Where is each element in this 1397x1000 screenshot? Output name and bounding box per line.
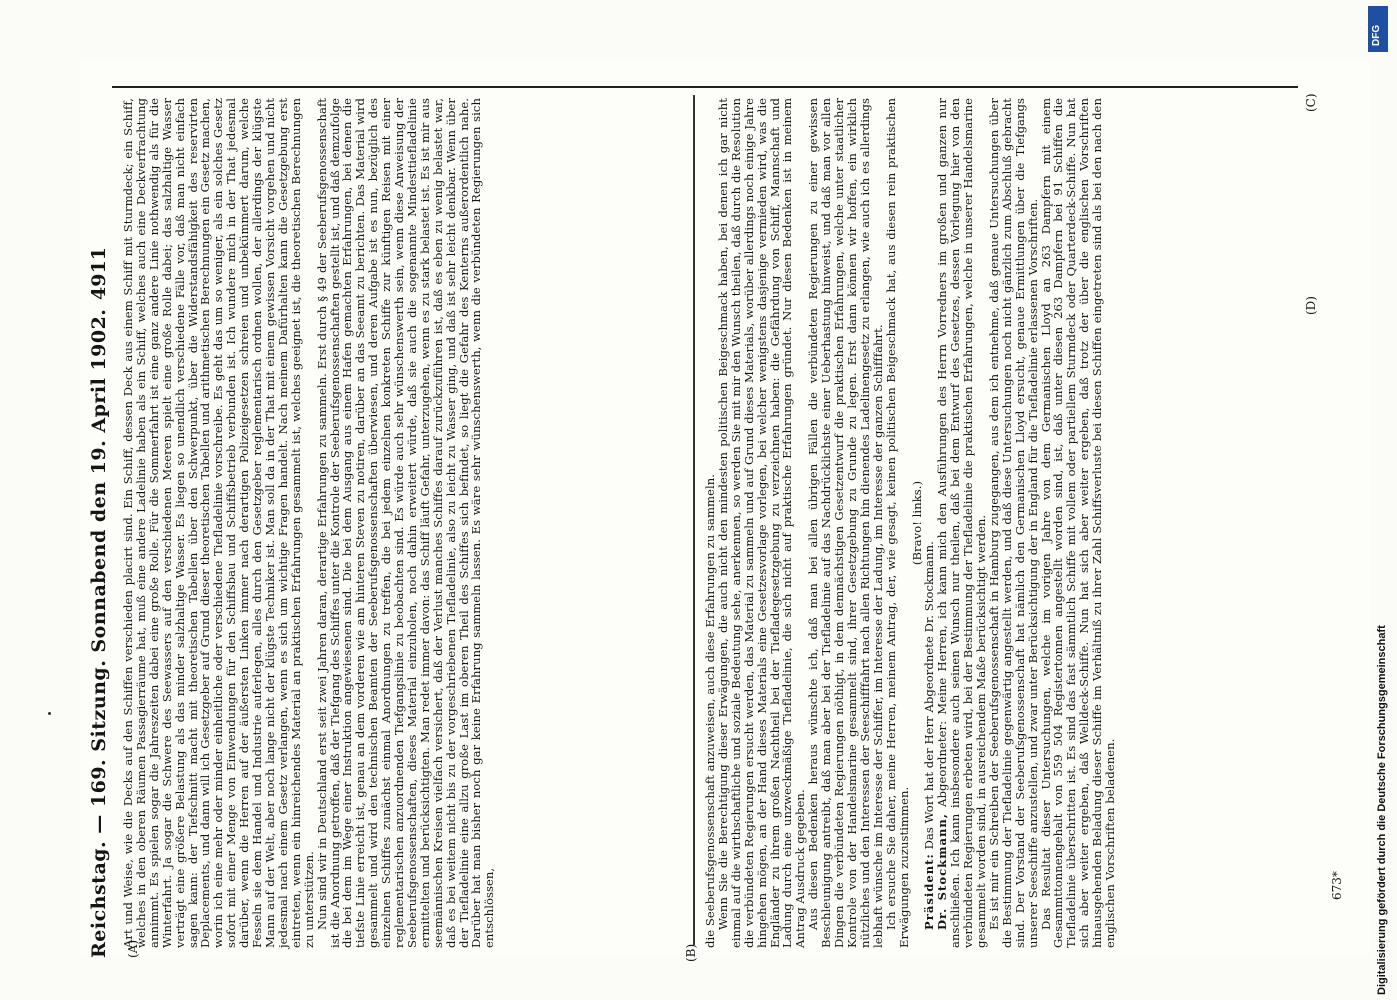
margin-mark-d: (D) [1304,296,1318,315]
margin-mark-a: (A) [126,939,140,958]
text-column-left [122,98,687,948]
speaker-name: Präsident: [922,853,937,930]
paragraph: Ich ersuche Sie daher, meine Herren, meinem Antrag, der, wie gesagt, keinen politischen Beigeschmack hat, aus diesen rein praktischen Erwägungen zuzustimmen. [883,98,911,948]
paragraph: Wenn Sie die Berechtigung dieser Erwägungen, die auch nicht den mindesten politischen Beigeschmack haben, bei denen ich gar nicht einmal auf die wirthschaftliche und soziale Bedeutung sehe, anerkennen, so werden Sie mit mir den Wunsch theilen, daß durch die Resolution die verbündeten Regierungen ersucht werden, das Material zu sammeln und auf Grund dieses Materials, worüber allerdings noch einige Jahre hingehen mögen, an der Hand dieses Materials eine Gesetzesvorlage vorlegen, bei welcher wenigstens dasjenige vermieden wird, was die Engländer zu ihrem großen Nachtheil bei der Tiefladegesetzgebung zu verzeichnen haben: die Gefährdung von Schiff, Mannschaft und Ladung durch eine unzweckmäßige Tiefladelinie, die sich nicht auf praktische Erfahrungen gründet. Nur diesen Bedenken ist in meinem Antrag Ausdruck gegeben. [715,98,808,948]
speech-text: Das Wort hat der Herr Abgeordnete Dr. Stockmann. [922,541,937,850]
speaker-name: Dr. Stockmann, [935,813,950,930]
scan-speck [48,712,51,715]
header-rule [112,86,1298,88]
dfg-logo-icon: DFG [1368,6,1388,52]
footer-mark: 673* [1330,871,1344,900]
page-number: 4911 [88,247,110,300]
applause-note: (Bravo! links.) [909,480,924,566]
paragraph: Art und Weise, wie die Decks auf den Schiffen verschieden placirt sind. Ein Schiff, dessen Deck aus einem Schiff mit Sturmdeck; ein Schiff, welches in den oberen Räumen Passagierräume hat, muß eine andere Ladelinie haben als ein Schiff, welches auch eine Deckverfrachtung annimmt. Es spielen sogar die Jahreszeiten dabei eine große Rolle. Für die Sommerfahrt ist eine ganz andere Linie nothwendig als für die Winterfahrt. Ja sogar die Schwere des Seewassers auf den verschiedenen Meeren spielt eine große Rolle dabei; das salzhaltige Wasser verträgt eine größere Belastung als das minder salzhaltige Wasser. Es liegen so unendlich verschiedene Fälle vor, daß man nicht einfach sagen kann: der Tiefschnitt macht mit theoretischen Tabellen über den Schwerpunkt, über die Widerstandsfähigkeit des reservirten Deplacements, und dann will ich Gesetzgeber auf Grund dieser theoretischen Tabellen und arithmetischen Berechnungen ein Gesetz machen, worin ich eine mehr oder minder einheitliche oder verschiedene Tiefladelinie vorschreibe. Es geht das um so weniger, als ein solches Gesetz sofort mit einer Menge von Einwendungen für den Schiffsbau und Schiffsbetrieb verbunden ist. Ich wundere mich in der That jedesmal darüber, wenn die Herren auf der äußersten Linken immer nach derartigen Polizeigesetzen schreien und unbekümmert darum, welche Fesseln sie dem Handel und Industrie auferlegen, alles durch den Gesetzgeber reglementarisch ordnen wollen, der allerdings der klügste Mann auf der Welt, aber noch lange nicht der klügste Techniker ist. Man soll da in der That mit einem gewissen Vorsicht vorgehen und nicht jedesmal nach einem Gesetz verlangen, wenn es sich um wichtige Fragen handelt. Nach meinem Dafürhalten kann die Gesetzgebung erst eintreten, wenn ein hinreichendes Material an praktischen Erfahrungen gesammelt ist, welches geeignet ist, die theoretischen Berechnungen zu unterstützen. [121,98,316,948]
speech-text: Abgeordneter: Meine Herren, ich kann mich den Ausführungen des Herrn Vorredners im großen und ganzen nur anschließen. Ich kann insbesondere auch seinen Wunsch nur theilen, daß bei dem Entwurf des Gesetzes, dessen Vorlegung hier von den verbündeten Regierungen erbeten wird, bei der Bestimmung der Tiefladelinie die praktischen Erfahrungen, welche in unserer Handelsmarine gesammelt worden sind, in ausreichendem Maße berücksichtigt werden. [935,98,989,948]
column-divider [693,95,695,945]
dfg-watermark-text: Digitalisierung gefördert durch die Deutsche Forschungsgemeinschaft [1376,625,1388,995]
margin-mark-b: (B) [684,943,698,962]
paragraph: Nun sind wir in Deutschland erst seit zwei Jahren daran, derartige Erfahrungen zu sammeln. Erst durch § 49 der Seeberufsgenossenschaft ist die Anordnung getroffen, daß der Tiefgang des Schiffes unter die Kontrole der Seeberufsgenossenschaften gestellt ist, und daß demzufolge die bei dem im Wege einer Instruktion angewiesenen sind. Die bei dem Ausgang aus einem Hafen gemachten Erfahrungen, bei denen die tiefste Linie erreicht ist, genau an dem vorderen wie am hinteren Steven zu notiren, darüber an das Seeamt zu berichten. Das Material wird gesammelt und wird den technischen Beamten der Seeberufsgenossenschaften überwiesen, und deren Aufgabe ist es nun, bezüglich des einzelnen Schiffes zunächst einmal Anordnungen zu treffen, die bei jedem einzelnen konkreten Schiffe zur künftigen Reisen mit einer reglementarischen anzuordnenden Tiefgangslinie zu beobachten sind. Es würde auch sehr wünschenswerth sein, wenn diese Anweisung der Seeberufsgenossenschaften, dieses Material einzuholen, noch dahin erweitert würde, daß sie auch die sogenannte Mindesttiefladelinie ermittelten und berücksichtigten. Man redet immer davon: das Schiff läuft Gefahr, unterzugehen, wenn es zu stark belastet ist. Es ist mir aus seemännischen Kreisen vielfach versichert, daß der Verlust manches Schiffes darauf zurückzuführen ist, daß es eben zu wenig belastet war, daß es bei weitem nicht bis zu der vorgeschriebenen Tiefladelinie, also zu leicht zu Wasser ging, und daß ist sehr leicht denkbar. Wenn über der Tiefladelinie eine allzu große Last im oberen Theil des Schiffes sich befindet, so liegt die Gefahr des Kenterns außerordentlich nahe. Darüber hat man bisher noch gar keine Erfahrung sammeln lassen. Es wäre sehr wünschenswerth, wenn die verbündeten Regierungen sich entschlössen, [314,98,497,948]
paragraph: die Seeberufsgenossenschaft anzuweisen, auch diese Erfahrungen zu sammeln. [703,473,717,948]
paragraph: Aus diesen Bedenken heraus wünschte ich, daß man bei allen übrigen Fällen die verbündeten Regierungen zu einer gewissen Beschleunigung antreibt, daß man aber bei der Tiefladelinie auf das Nachdrücklichste einer Ueberhastung hinweist, und daß man vor allen Dingen die verbündeten Regierungen nöthigt, in dem demnächstigen Gesetzentwurf die praktischen Erfahrungen, welche unter staatlicher Kontrole von der Handelsmarine gesammelt sind, ihrer Gesetzgebung zu Grunde zu legen. Erst dann können wir hoffen, ein wirklich nützliches und den Interessen der Seeschifffahrt nach allen Richtungen hin dienendes Ladelinengesetz zu erlangen, wie auch ich es allerdings lebhaft wünsche im Interesse der Schiffer, im Interesse der Ladung, im Interesse der ganzen Schifffahrt. [806,98,885,948]
page-header-title: Reichstag. — 169. Sitzung. Sonnabend den 19. April 1902. [88,308,110,958]
paragraph: Es ist mir ein Schreiben der Seeberufsgenossenschaft in Hamburg zugegangen, aus dem ich entnehme, daß genaue Untersuchungen über die Bestimmung der Tiefladelinie gegenwärtig angestellt werden, und daß diese Untersuchungen noch nicht gänzlich zum Abschluß gebracht sind. Der Vorstand der Seeberufsgenossenschaft hat nämlich den Germanischen Lloyd ersucht, genaue Ermittlungen über die Tiefgangs unserer Seeschiffe anzustellen, und zwar unter Berücksichtigung der in England für die Tiefladelinie erlassenen Vorschriften. [986,98,1040,948]
text-column-right [704,98,1304,948]
margin-mark-c: (C) [1304,93,1318,112]
paragraph-stockmann [936,98,988,948]
paragraph: Das Resultat dieser Untersuchungen, welche im vorigen Jahre von dem Germanischen Lloyd an 263 Dampfern mit einem Gesammttonnengehalt von 559 504 Registertonnen angestellt worden sind, ist, daß unter diesen 263 Dampfern bei 91 Schiffen die Tiefladelinie überschritten ist. Es sind das fast sämmtlich Schiffe mit vollem oder partiellem Sturmdeck oder Quarterdeck-Schiffe. Nun hat sich aber weiter ergeben, daß Welldeck-Schiffe. Nun hat sich aber weiter ergeben, daß trotz der über die englischen Vorschriften hinausgehenden Beladung dieser Schiffe im Verhältniß zu ihrer Zahl Schiffsverluste bei diesen Schiffen eingetreten sind als bei den nach den englischen Vorschriften beladenen. [1038,98,1118,948]
